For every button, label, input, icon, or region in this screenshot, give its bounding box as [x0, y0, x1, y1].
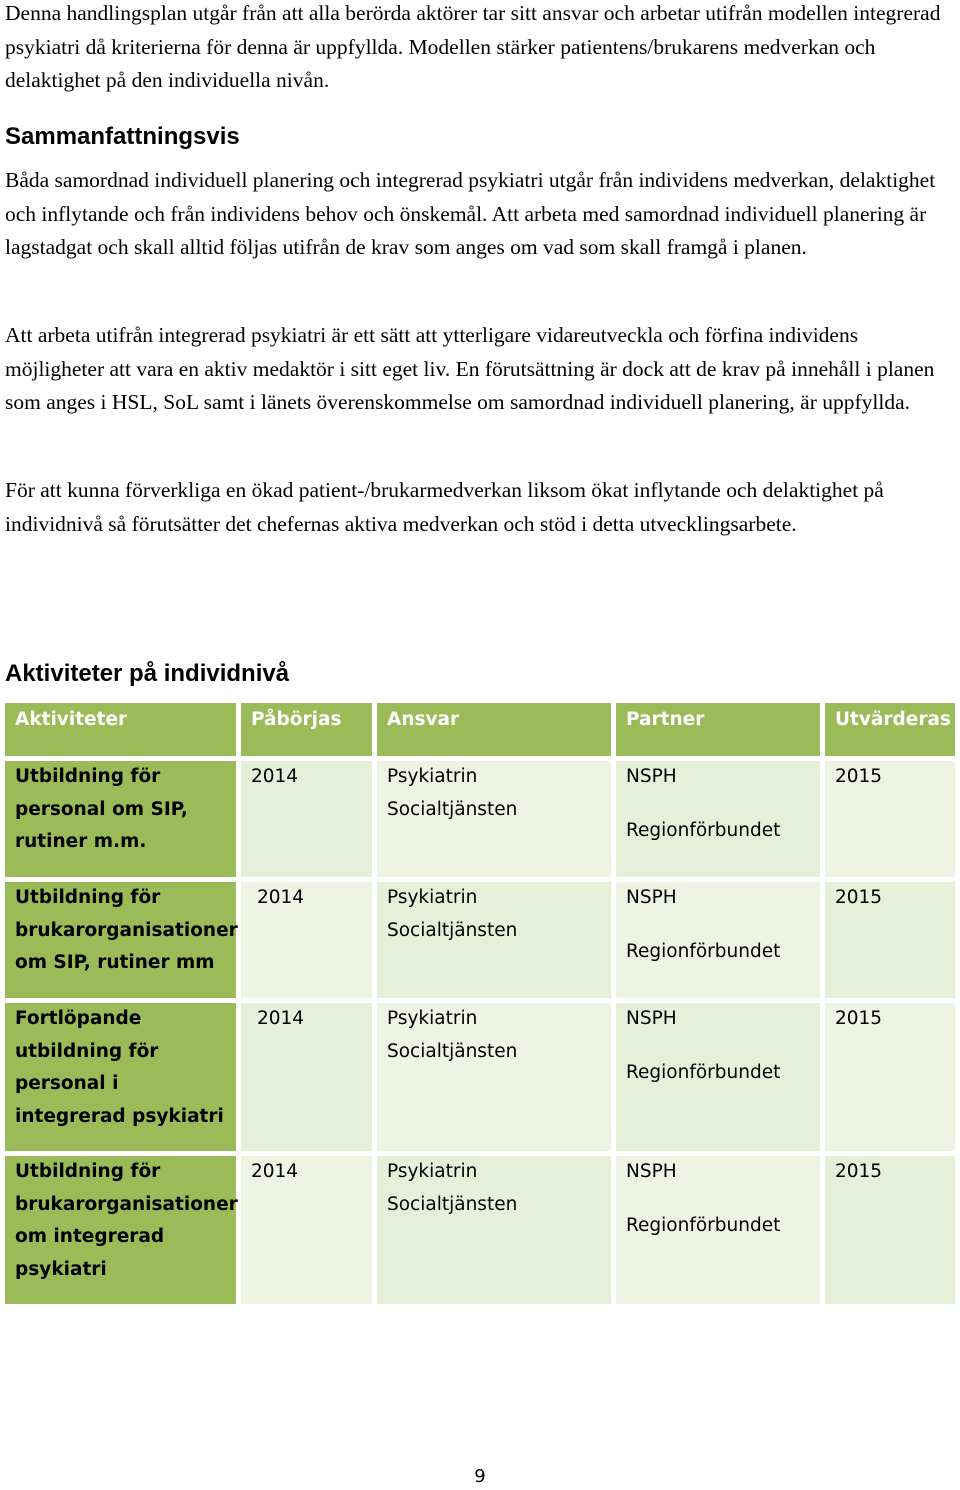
- start-cell: 2014: [241, 761, 372, 877]
- partner-secondary: Regionförbundet: [626, 940, 781, 962]
- table-row: [5, 882, 955, 998]
- table-header-row: [5, 703, 955, 756]
- start-cell: 2014: [241, 882, 372, 998]
- activity-cell: Utbildning för personal om SIP, rutiner m.m.: [5, 761, 236, 877]
- column-header-partner: Partner: [616, 703, 820, 756]
- responsible-primary: Psykiatrin: [387, 1008, 478, 1029]
- responsible-secondary: Socialtjänsten: [387, 1040, 518, 1062]
- partner-cell: [616, 1003, 820, 1151]
- activities-table: [0, 698, 960, 1309]
- partner-secondary: Regionförbundet: [626, 1214, 781, 1236]
- activity-cell: Fortlöpande utbildning för personal i integrerad psykiatri: [5, 1003, 236, 1151]
- responsible-cell: [377, 1003, 611, 1151]
- column-header-start: Påbörjas: [241, 703, 372, 756]
- summary-paragraph-2: Att arbeta utifrån integrerad psykiatri är ett sätt att ytterligare vidareutveckla och förfina individens möjligheter att vara en aktiv medaktör i sitt eget liv. En förutsättning är dock att de krav på innehåll i planen som anges i HSL, SoL samt i länets överenskommelse om samordnad individuell planering, är uppfyllda.: [5, 323, 935, 414]
- responsible-primary: Psykiatrin: [387, 887, 478, 908]
- activity-cell: Utbildning för brukarorganisationer om integrerad psykiatri: [5, 1156, 236, 1304]
- evaluated-cell: 2015: [825, 1156, 955, 1304]
- table-row: [5, 1156, 955, 1304]
- responsible-cell: [377, 882, 611, 998]
- partner-cell: [616, 761, 820, 877]
- start-cell: 2014: [241, 1156, 372, 1304]
- responsible-secondary: Socialtjänsten: [387, 1193, 518, 1215]
- column-header-responsible: Ansvar: [377, 703, 611, 756]
- column-header-activities: Aktiviteter: [5, 703, 236, 756]
- summary-paragraph-1: Båda samordnad individuell planering och integrerad psykiatri utgår från individens medverkan, delaktighet och inflytande och från individens behov och önskemål. Att arbeta med samordnad individuell planering är lagstadgat och skall alltid följas utifrån de krav som anges om vad som skall framgå i planen.: [5, 168, 936, 259]
- responsible-secondary: Socialtjänsten: [387, 919, 518, 941]
- partner-primary: NSPH: [626, 1008, 677, 1029]
- partner-secondary: Regionförbundet: [626, 819, 781, 841]
- partner-primary: NSPH: [626, 766, 677, 787]
- responsible-primary: Psykiatrin: [387, 1161, 478, 1182]
- partner-cell: [616, 1156, 820, 1304]
- page-number: 9: [474, 1466, 486, 1487]
- responsible-primary: Psykiatrin: [387, 766, 478, 787]
- table-row: [5, 1003, 955, 1151]
- partner-primary: NSPH: [626, 1161, 677, 1182]
- partner-secondary: Regionförbundet: [626, 1061, 781, 1083]
- partner-primary: NSPH: [626, 887, 677, 908]
- partner-cell: [616, 882, 820, 998]
- responsible-cell: [377, 761, 611, 877]
- activities-heading: Aktiviteter på individnivå: [5, 660, 290, 687]
- responsible-secondary: Socialtjänsten: [387, 798, 518, 820]
- start-cell: 2014: [241, 1003, 372, 1151]
- intro-paragraph: Denna handlingsplan utgår från att alla berörda aktörer tar sitt ansvar och arbetar utifrån modellen integrerad psykiatri då kriterierna för denna är uppfyllda. Modellen stärker patientens/brukarens medverkan och delaktighet på den individuella nivån.: [5, 1, 941, 92]
- summary-heading: Sammanfattningsvis: [5, 123, 240, 150]
- activity-cell: Utbildning för brukarorganisationer om SIP, rutiner mm: [5, 882, 236, 998]
- column-header-evaluated: Utvärderas: [825, 703, 955, 756]
- table-row: [5, 761, 955, 877]
- responsible-cell: [377, 1156, 611, 1304]
- evaluated-cell: 2015: [825, 882, 955, 998]
- evaluated-cell: 2015: [825, 1003, 955, 1151]
- evaluated-cell: 2015: [825, 761, 955, 877]
- summary-paragraph-3: För att kunna förverkliga en ökad patient-/brukarmedverkan liksom ökat inflytande och delaktighet på individnivå så förutsätter det chefernas aktiva medverkan och stöd i detta utvecklingsarbete.: [5, 478, 884, 536]
